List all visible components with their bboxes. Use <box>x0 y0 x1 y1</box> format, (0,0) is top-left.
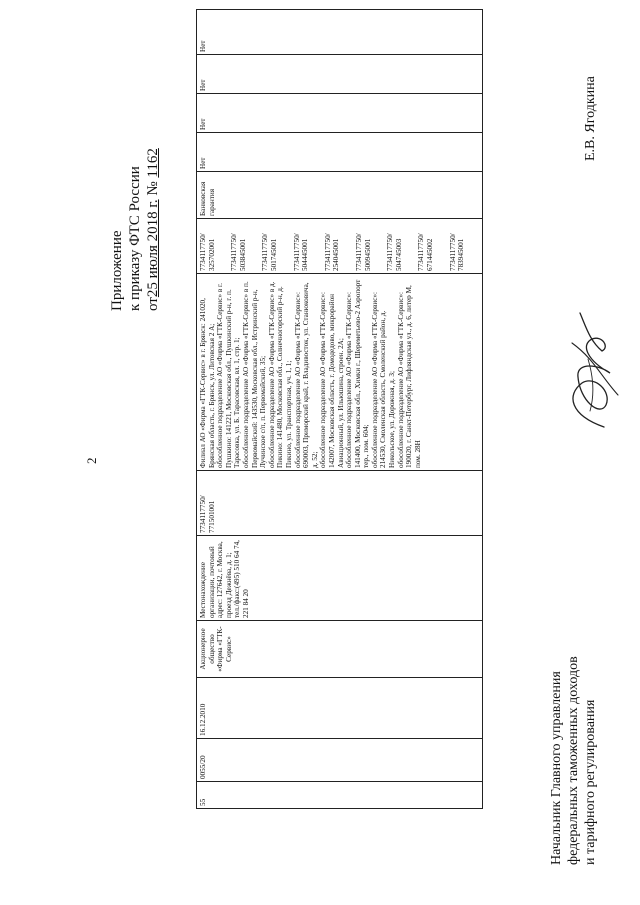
handwritten-signature <box>560 305 624 435</box>
branch-entry: обособленное подразделение АО «Фирма «ГТК-Сервис»: 141400, Московская обл., Химки г., Шереметьево-2 Аэропорт тер., пом. 604; <box>345 279 371 468</box>
branch-kpp: 7734117750/ 783945001 <box>448 233 466 271</box>
cell-address <box>197 536 483 621</box>
address-location: Местонахождение организации, почтовый адрес: 127642, г. Москва, проезд Дежнёва, д. 1; <box>199 541 233 618</box>
branch-entry: обособленное подразделение АО «Фирма «ГТК-Сервис» в п. Первомайский: 143530, Московская обл., Истринский р-н, Лучинское с/п, п. Первомайский, 35; <box>241 281 268 468</box>
appendix-number: 1162 <box>145 148 161 178</box>
cell-no-4: Нет <box>197 10 483 55</box>
cell-inn-kpp: 7734117750/ 771501001 <box>197 471 483 536</box>
table-row <box>197 10 483 809</box>
branch-kpp: 7734117750/ 325702001 <box>199 233 216 271</box>
position-line: и тарифного регулирования <box>583 699 598 865</box>
branch-kpp: 7734117750/ 254045001 <box>323 233 341 271</box>
appendix-date: 25 июля 2018 г. <box>145 199 161 298</box>
cell-registration-number: 0055/20 <box>197 739 483 782</box>
cell-guarantee: Банковская гарантия <box>197 172 483 219</box>
appendix-order-date-line <box>144 81 162 311</box>
branch-entry: Филиал АО «Фирма «ГТК-Сервис» в г. Брянск: 241020, Брянская область, г. Брянск, ул. Литовская 2 А; <box>199 298 216 468</box>
branch-kpp: 7734117750/ 504445001 <box>292 233 310 271</box>
branch-entry: обособленное подразделение АО «Фирма «ГТК-Сервис»: 190020, г. Санкт-Петербург, Лифляндская ул., д. 6, литер М, пом. 28Н <box>396 285 422 468</box>
position-line: Начальник Главного управления <box>549 671 564 865</box>
cell-no-1: Нет <box>197 133 483 172</box>
branch-kpp: 7734117750/ 671445002 <box>417 233 434 271</box>
position-line: федеральных таможенных доходов <box>566 656 581 865</box>
cell-no-2: Нет <box>197 94 483 133</box>
cell-row-number: 55 <box>197 782 483 809</box>
branch-kpp: 7734117750/ 500945001 <box>354 233 372 271</box>
branch-kpp: 7734117750/ 503845001 <box>230 233 247 271</box>
cell-branch-kpp <box>197 219 483 274</box>
appendix-order-ref: к приказу ФТС России <box>127 166 143 311</box>
page-number: 2 <box>84 457 99 464</box>
appendix-number-label: № <box>145 181 161 196</box>
appendix-header <box>108 81 162 311</box>
cell-registration-date: 16.12.2010 <box>197 678 483 739</box>
cell-branches <box>197 274 483 471</box>
branch-kpp: 7734117750/ 504745003 <box>386 233 403 271</box>
branch-kpp: 7734117750/ 501745001 <box>261 233 278 271</box>
appendix-date-prefix: от <box>145 297 161 311</box>
signatory-name: Е.В. Ягодкина <box>583 76 598 161</box>
branch-entry: обособленное подразделение АО «Фирма «ГТК-Сервис» в д. Пикино: 141480, Московская обл., Солнечногорский р-н, д. Пикино, ул. Транспортная, уч. 1, 1; <box>267 281 293 468</box>
signatory-position <box>548 505 599 865</box>
cell-no-3: Нет <box>197 55 483 94</box>
cell-organization-name: Акционерное общество «Фирма «ГТК-Сервис» <box>197 621 483 678</box>
registry-table <box>196 9 483 809</box>
address-phone: тел./факс:(495) 510 64 74, 221 84 20 <box>233 540 250 618</box>
branch-entry: обособленное подразделение АО «Фирма «ГТК-Сервис» в г. Пушкино: 141221, Московская обл., Пушкинский р-н, г. п. Тарасовка, ул. Б. Тарасовская, вл. 1, стр. 1; <box>216 283 242 468</box>
appendix-title: Приложение <box>109 230 125 311</box>
branch-entry: обособленное подразделение АО «Фирма «ГТК-Сервис»: 690003, Приморский край, г. Владивосток, ул. Станюковича, д. 52; <box>293 282 319 468</box>
branch-entry: обособленное подразделение АО «Фирма «ГТК-Сервис»: 214530, Смоленская область, Смоленский район, д. Никольское, ул. Дорожная, д. 3; <box>370 291 397 468</box>
branch-entry: обособленное подразделение АО «Фирма «ГТК-Сервис»: 142007, Московская область, г. Домодедово, микрорайон Авиационный, ул. Ильюшина, строен. 2А; <box>319 291 345 468</box>
